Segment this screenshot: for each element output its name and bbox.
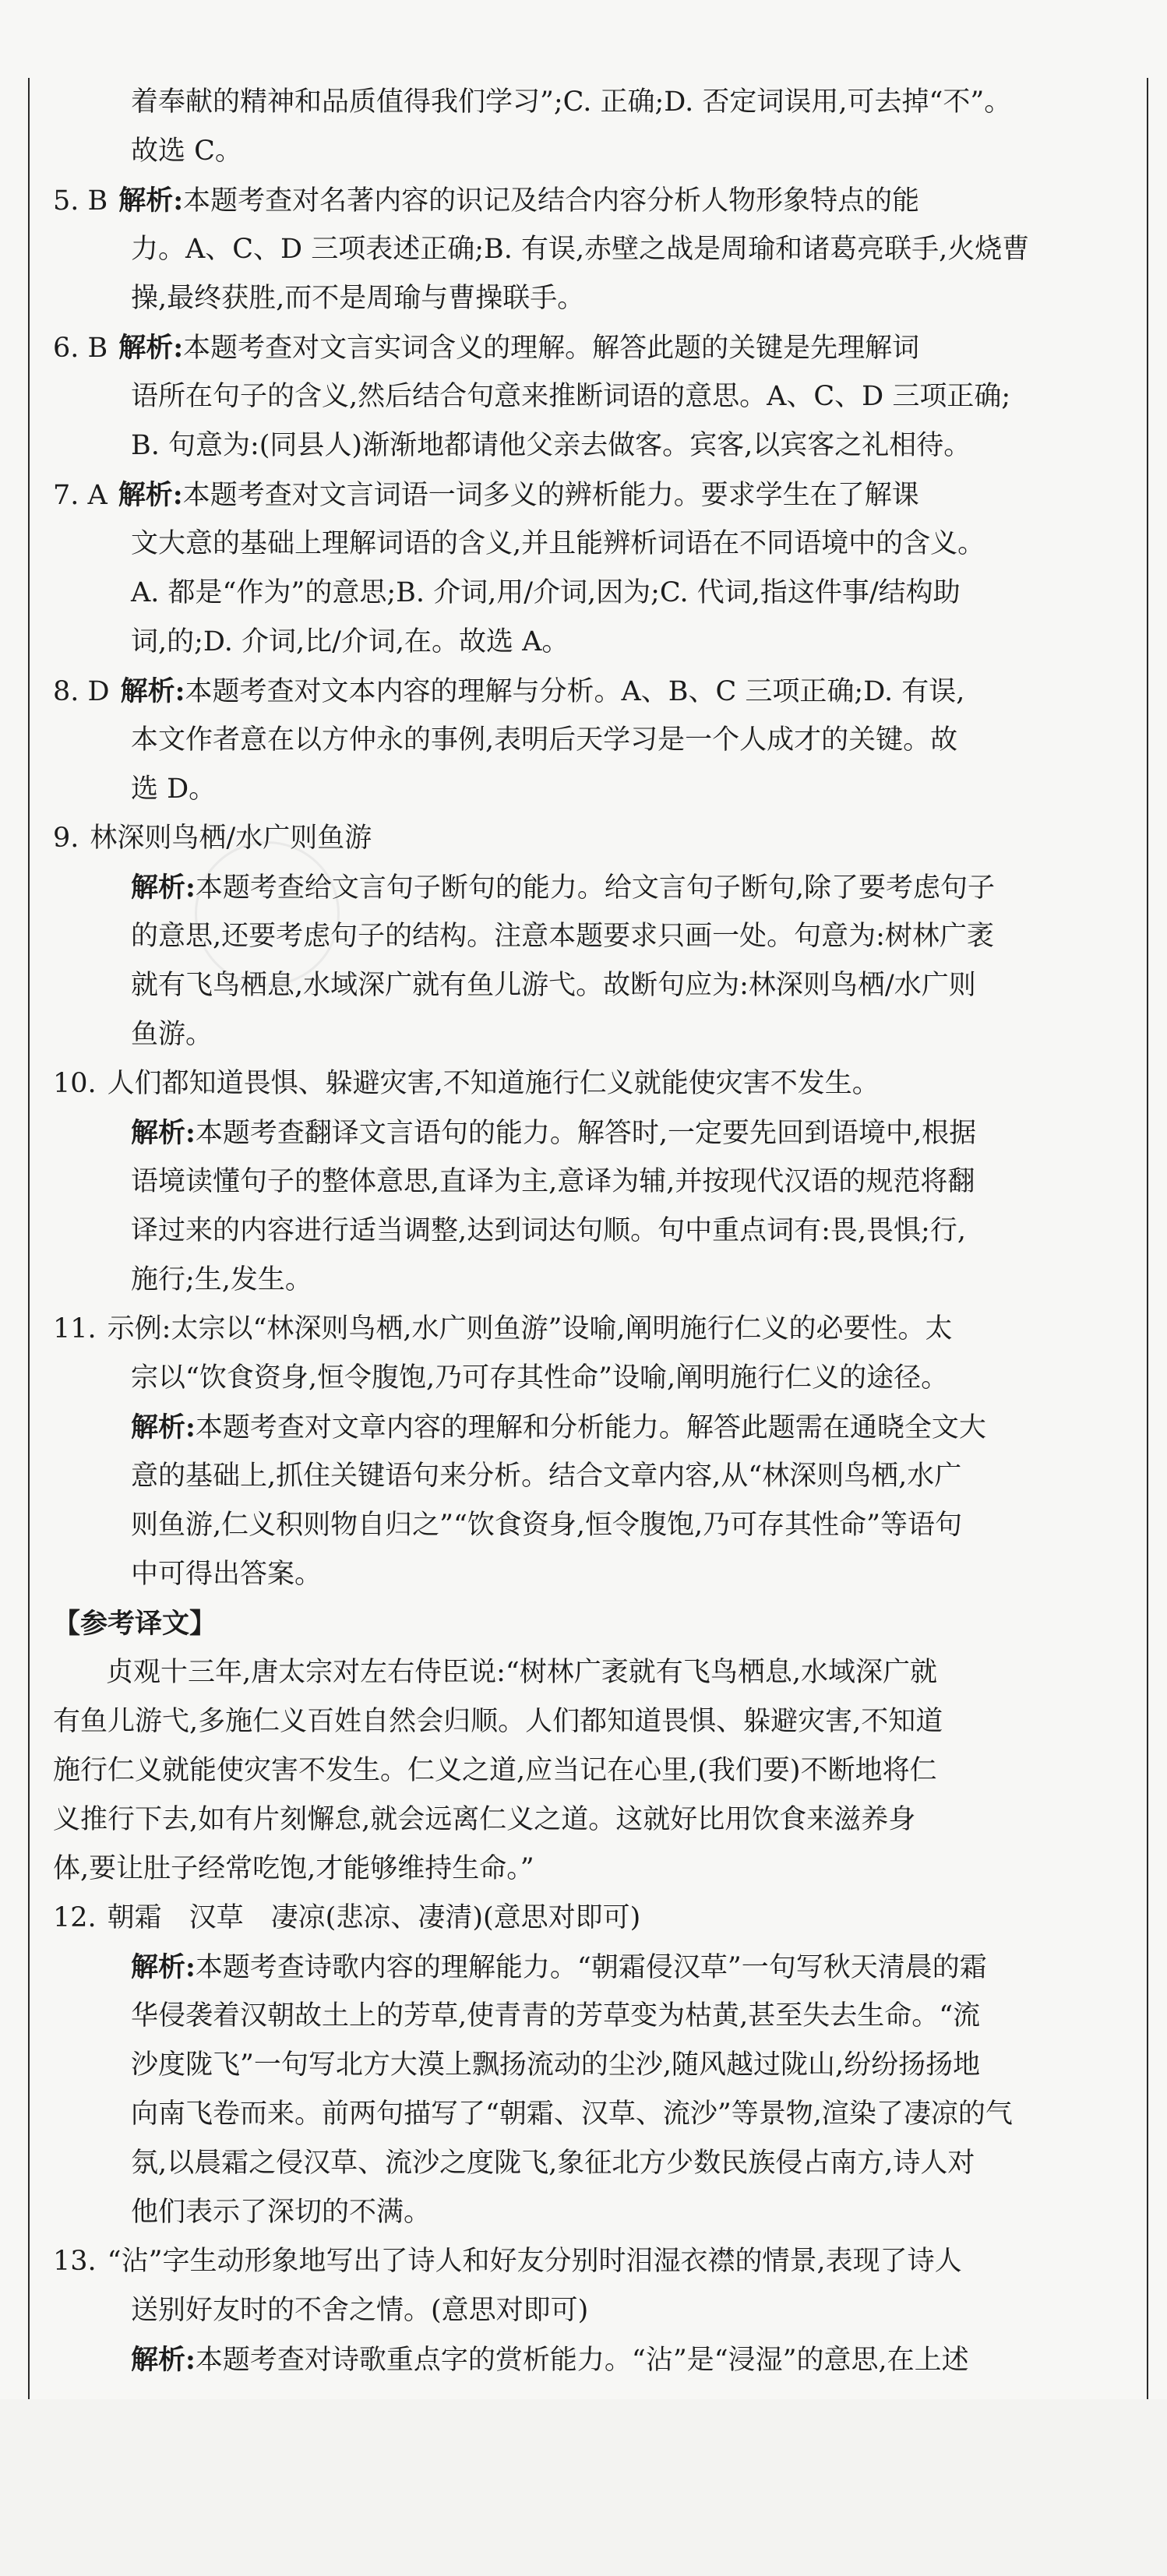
text-line xyxy=(53,2041,1137,2090)
text-line xyxy=(53,78,1137,127)
text-line xyxy=(53,1452,1137,1501)
line-text: 操,最终获胜,而不是周瑜与曹操联手。 xyxy=(131,283,585,314)
text-line xyxy=(53,716,1137,765)
question-number: 8. D xyxy=(53,676,110,707)
text-line xyxy=(53,814,1137,863)
left-margin-rule xyxy=(28,78,30,2399)
text-line xyxy=(53,1108,1137,1158)
line-text: 氛,以晨霜之侵汉草、流沙之度陇飞,象征北方少数民族侵占南方,诗人对 xyxy=(131,2148,975,2179)
line-text: 人们都知道畏惧、躲避灾害,不知道施行仁义就能使灾害不发生。 xyxy=(107,1068,880,1099)
line-text: 他们表示了深切的不满。 xyxy=(131,2197,432,2228)
right-margin-rule xyxy=(1147,78,1148,2399)
line-text: 本文作者意在以方仲永的事例,表明后天学习是一个人成才的关键。故 xyxy=(131,724,958,756)
text-line xyxy=(53,274,1137,323)
text-line xyxy=(53,1403,1137,1452)
line-text: 送别好友时的不舍之情。(意思对即可) xyxy=(131,2295,589,2326)
line-text: 则鱼游,仁义积则物自归之”“饮食资身,恒令腹饱,乃可存其性命”等语句 xyxy=(131,1510,963,1541)
text-line xyxy=(53,1207,1137,1256)
line-text: 语所在句子的含义,然后结合句意来推断词语的意思。A、C、D 三项正确; xyxy=(131,381,1011,412)
line-text: 本题考查对文言实词含义的理解。解答此题的关键是先理解词 xyxy=(183,333,920,364)
text-line xyxy=(53,765,1137,814)
line-text: B. 句意为:(同县人)渐渐地都请他父亲去做客。宾客,以宾客之礼相待。 xyxy=(131,430,971,461)
line-text: 鱼游。 xyxy=(131,1019,213,1050)
text-line xyxy=(53,1059,1137,1108)
line-text: 本题考查对文本内容的理解与分析。A、B、C 三项正确;D. 有误, xyxy=(185,676,965,707)
line-text: 沙度陇飞”一句写北方大漠上飘扬流动的尘沙,随风越过陇山,纷纷扬扬地 xyxy=(131,2049,981,2081)
text-line xyxy=(53,1256,1137,1305)
text-line xyxy=(53,1648,1137,1697)
text-line xyxy=(53,1894,1137,1943)
text-line xyxy=(53,372,1137,421)
line-text: 本题考查诗歌内容的理解能力。“朝霜侵汉草”一句写秋天清晨的霜 xyxy=(195,1952,987,1983)
text-line xyxy=(53,421,1137,470)
question-number: 13. xyxy=(53,2246,97,2277)
line-text: 意的基础上,抓住关键语句来分析。结合文章内容,从“林深则鸟栖,水广 xyxy=(131,1461,962,1492)
text-line xyxy=(53,1010,1137,1059)
line-text: 的意思,还要考虑句子的结构。注意本题要求只画一处。句意为:树林广袤 xyxy=(131,921,994,952)
text-line xyxy=(53,1992,1137,2041)
text-line xyxy=(53,1501,1137,1550)
line-text: 本题考查给文言句子断句的能力。给文言句子断句,除了要考虑句子 xyxy=(195,872,996,904)
text-line xyxy=(53,667,1137,716)
line-text: 体,要让肚子经常吃饱,才能够维持生命。” xyxy=(53,1853,534,1884)
question-number: 9. xyxy=(53,823,79,854)
text-line xyxy=(53,2335,1137,2384)
text-line xyxy=(53,2286,1137,2335)
text-line xyxy=(53,961,1137,1010)
line-text: 就有飞鸟栖息,水域深广就有鱼儿游弋。故断句应为:林深则鸟栖/水广则 xyxy=(131,970,976,1001)
line-text: 文大意的基础上理解词语的含义,并且能辨析词语在不同语境中的含义。 xyxy=(131,528,985,559)
line-text: 本题考查对文言词语一词多义的辨析能力。要求学生在了解课 xyxy=(182,480,919,511)
analysis-label: 解析: xyxy=(118,332,184,364)
text-line xyxy=(53,2090,1137,2139)
line-text: 本题考查翻译文言语句的能力。解答时,一定要先回到语境中,根据 xyxy=(195,1118,977,1149)
line-text: 着奉献的精神和品质值得我们学习”;C. 正确;D. 否定词误用,可去掉“不”。 xyxy=(131,86,1012,118)
text-line xyxy=(53,569,1137,618)
text-line xyxy=(53,470,1137,520)
line-text: 选 D。 xyxy=(131,774,217,805)
text-line xyxy=(53,1697,1137,1746)
line-text: 贞观十三年,唐太宗对左右侍臣说:“树林广袤就有飞鸟栖息,水域深广就 xyxy=(106,1657,937,1688)
line-text: 力。A、C、D 三项表述正确;B. 有误,赤壁之战是周瑜和诸葛亮联手,火烧曹 xyxy=(131,234,1030,265)
question-number: 10. xyxy=(53,1068,97,1099)
text-line xyxy=(53,1599,1137,1648)
text-line xyxy=(53,1354,1137,1403)
text-line xyxy=(53,1795,1137,1845)
text-line xyxy=(53,1158,1137,1207)
analysis-label: 解析: xyxy=(131,2344,196,2376)
line-text: 宗以“饮食资身,恒令腹饱,乃可存其性命”设喻,阐明施行仁义的途径。 xyxy=(131,1362,949,1394)
analysis-label: 解析: xyxy=(131,872,196,904)
text-line xyxy=(53,225,1137,274)
text-line xyxy=(53,863,1137,912)
line-text: 华侵袭着汉朝故土上的芳草,使青青的芳草变为枯黄,甚至失去生命。“流 xyxy=(131,2000,981,2032)
line-text: 施行仁义就能使灾害不发生。仁义之道,应当记在心里,(我们要)不断地将仁 xyxy=(53,1755,937,1786)
text-line xyxy=(53,912,1137,961)
line-text: A. 都是“作为”的意思;B. 介词,用/介词,因为;C. 代词,指这件事/结构助 xyxy=(131,577,961,608)
line-text: 朝霜 汉草 凄凉(悲凉、凄清)(意思对即可) xyxy=(107,1902,641,1933)
section-heading: 【参考译文】 xyxy=(53,1608,217,1640)
text-line xyxy=(53,618,1137,667)
question-number: 11. xyxy=(53,1313,97,1344)
question-number: 7. A xyxy=(53,480,108,511)
text-line xyxy=(53,127,1137,176)
text-line xyxy=(53,2139,1137,2188)
line-text: 中可得出答案。 xyxy=(131,1559,323,1590)
text-line xyxy=(53,1746,1137,1795)
text-line xyxy=(53,2237,1137,2286)
answer-text-body xyxy=(53,78,1137,2384)
text-line xyxy=(53,2188,1137,2237)
question-number: 6. B xyxy=(53,333,108,364)
line-text: 本题考查对文章内容的理解和分析能力。解答此题需在通晓全文大 xyxy=(195,1412,986,1443)
analysis-label: 解析: xyxy=(118,185,184,217)
text-line xyxy=(53,520,1137,569)
line-text: 词,的;D. 介词,比/介词,在。故选 A。 xyxy=(131,626,569,657)
line-text: 施行;生,发生。 xyxy=(131,1264,312,1295)
analysis-label: 解析: xyxy=(131,1117,196,1149)
line-text: “沾”字生动形象地写出了诗人和好友分别时泪湿衣襟的情景,表现了诗人 xyxy=(107,2246,962,2277)
line-text: 本题考查对名著内容的识记及结合内容分析人物形象特点的能 xyxy=(183,185,920,217)
line-text: 林深则鸟栖/水广则鱼游 xyxy=(90,823,372,854)
line-text: 有鱼儿游弋,多施仁义百姓自然会归顺。人们都知道畏惧、躲避灾害,不知道 xyxy=(53,1706,943,1737)
text-line xyxy=(53,1845,1137,1894)
analysis-label: 解析: xyxy=(131,1951,196,1983)
line-text: 语境读懂句子的整体意思,直译为主,意译为辅,并按现代汉语的规范将翻 xyxy=(131,1166,975,1197)
analysis-label: 解析: xyxy=(131,1411,196,1443)
line-text: 示例:太宗以“林深则鸟栖,水广则鱼游”设喻,阐明施行仁义的必要性。太 xyxy=(107,1313,953,1344)
text-line xyxy=(53,176,1137,225)
analysis-label: 解析: xyxy=(120,675,185,707)
line-text: 译过来的内容进行适当调整,达到词达句顺。句中重点词有:畏,畏惧;行, xyxy=(131,1215,966,1246)
line-text: 故选 C。 xyxy=(131,136,242,167)
line-text: 向南飞卷而来。前两句描写了“朝霜、汉草、流沙”等景物,渲染了凄凉的气 xyxy=(131,2099,1013,2130)
line-text: 义推行下去,如有片刻懈怠,就会远离仁义之道。这就好比用饮食来滋养身 xyxy=(53,1804,916,1835)
text-line xyxy=(53,1550,1137,1599)
question-number: 12. xyxy=(53,1902,97,1933)
text-line xyxy=(53,1943,1137,1992)
line-text: 本题考查对诗歌重点字的赏析能力。“沾”是“浸湿”的意思,在上述 xyxy=(195,2345,969,2376)
analysis-label: 解析: xyxy=(118,479,183,511)
text-line xyxy=(53,1305,1137,1354)
text-line xyxy=(53,323,1137,372)
question-number: 5. B xyxy=(53,185,108,217)
